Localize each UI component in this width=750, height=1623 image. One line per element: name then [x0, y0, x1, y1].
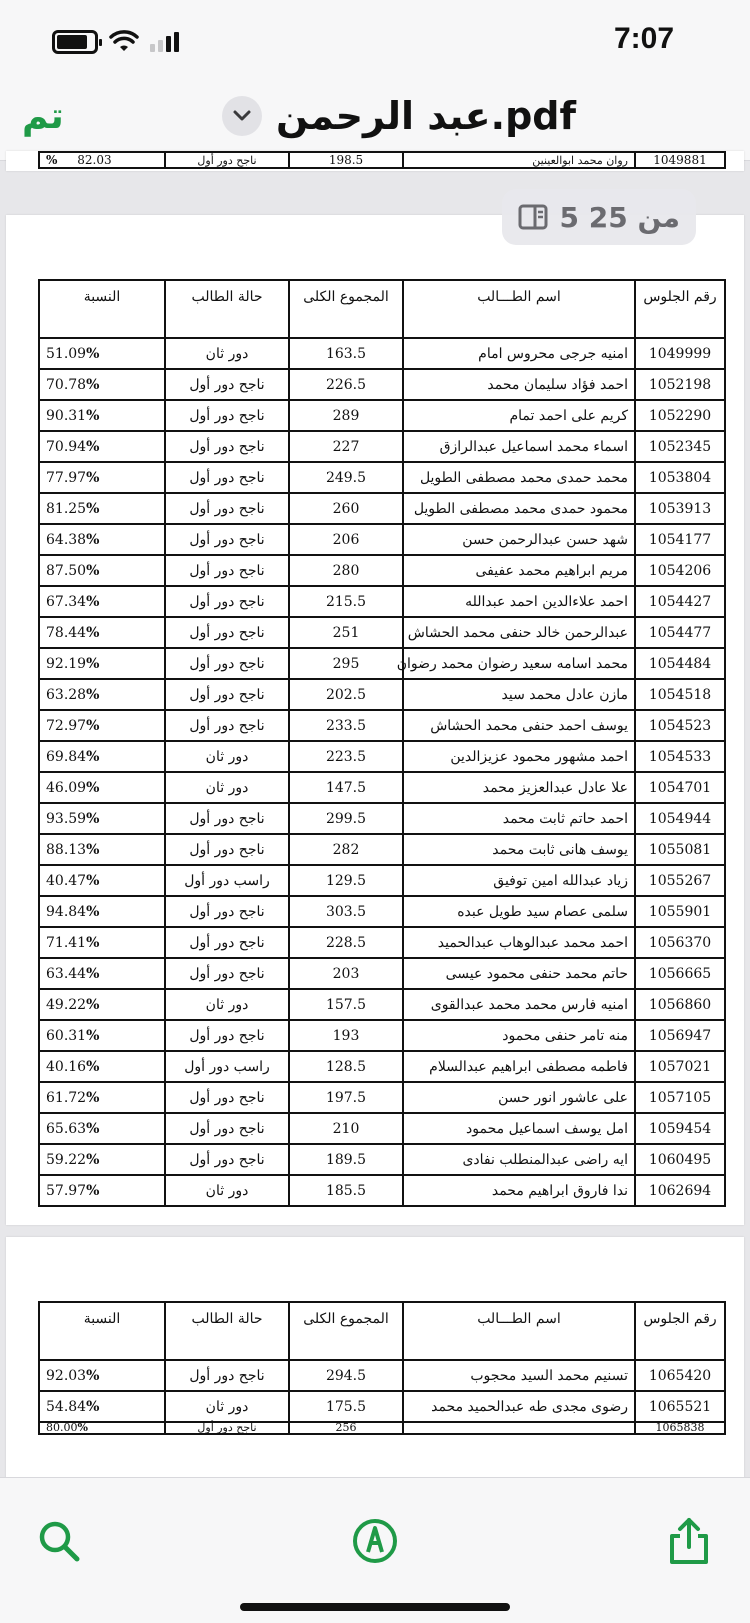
seat-number-cell: 1057021 [635, 1051, 725, 1082]
status-cell: ناجح دور أول [165, 493, 289, 524]
percent-symbol: % [86, 1182, 100, 1199]
student-name-cell: احمد حاتم ثابت محمد [403, 803, 635, 834]
total-cell: 198.5 [289, 152, 403, 168]
table-row [39, 679, 725, 710]
table-row [39, 989, 725, 1020]
percent-symbol: % [86, 1398, 100, 1415]
table-row [39, 369, 725, 400]
total-cell: 280 [289, 555, 403, 586]
total-cell: 295 [289, 648, 403, 679]
percent-value: 57.97 [46, 1182, 87, 1199]
percent-symbol: % [77, 1421, 88, 1434]
total-cell: 227 [289, 431, 403, 462]
percent-value: 77.97 [46, 469, 87, 486]
student-name-cell: احمد فؤاد سليمان محمد [403, 369, 635, 400]
percent-cell [39, 462, 165, 493]
bottom-toolbar [0, 1477, 750, 1623]
seat-number-cell: 1060495 [635, 1144, 725, 1175]
seat-number-cell: 1053804 [635, 462, 725, 493]
table-row [39, 772, 725, 803]
total-cell: 210 [289, 1113, 403, 1144]
percent-symbol: % [86, 500, 100, 517]
header-student-name: اسم الطـــالب [403, 280, 635, 338]
cellular-signal-icon [150, 32, 179, 52]
seat-number-cell: 1049999 [635, 338, 725, 369]
percent-cell [39, 1051, 165, 1082]
seat-number-cell: 1052345 [635, 431, 725, 462]
seat-number-cell: 1057105 [635, 1082, 725, 1113]
header-total: المجموع الكلى [289, 1302, 403, 1360]
percent-cell [39, 741, 165, 772]
sidebar-icon [518, 204, 548, 230]
student-name-cell: ايه راضى عبدالمنطلب نفادى [403, 1144, 635, 1175]
status-cell: دور ثان [165, 989, 289, 1020]
percent-value: 88.13 [46, 841, 87, 858]
table-row [39, 710, 725, 741]
status-cell: دور ثان [165, 772, 289, 803]
percent-cell [39, 493, 165, 524]
student-name-cell: اسماء محمد اسماعيل عبدالرازق [403, 431, 635, 462]
percent-value: 60.31 [46, 1027, 87, 1044]
seat-number-cell: 1056665 [635, 958, 725, 989]
percent-cell [39, 896, 165, 927]
grades-table-body [39, 338, 725, 1206]
total-cell: 197.5 [289, 1082, 403, 1113]
header-percent: النسبة [39, 1302, 165, 1360]
student-name-cell: علا عادل عبدالعزيز محمد [403, 772, 635, 803]
percent-cell [39, 1020, 165, 1051]
percent-value: 40.47 [46, 872, 87, 889]
seat-number-cell: 1053913 [635, 493, 725, 524]
seat-number-cell: 1055081 [635, 834, 725, 865]
student-name-cell: حاتم محمد حنفى محمود عيسى [403, 958, 635, 989]
wifi-icon [110, 31, 138, 53]
percent-value: 80.00 [46, 1421, 78, 1434]
percent-cell [39, 989, 165, 1020]
percent-cell [39, 152, 165, 168]
header-student-name: اسم الطـــالب [403, 1302, 635, 1360]
status-cell: ناجح دور أول [165, 431, 289, 462]
percent-cell [39, 1360, 165, 1391]
percent-value: 54.84 [46, 1398, 87, 1415]
percent-symbol: % [86, 1120, 100, 1137]
status-icons [52, 30, 179, 54]
percent-symbol: % [86, 810, 100, 827]
status-cell: ناجح دور أول [165, 586, 289, 617]
percent-value: 40.16 [46, 1058, 87, 1075]
table-row [39, 462, 725, 493]
percent-value: 59.22 [46, 1151, 87, 1168]
student-name-cell: امنيه فارس محمد محمد عبدالقوى [403, 989, 635, 1020]
percent-value: 51.09 [46, 345, 87, 362]
header-seat-number: رقم الجلوس [635, 1302, 725, 1360]
table-row [39, 152, 725, 168]
table-row [39, 338, 725, 369]
status-cell: ناجح دور أول [165, 1082, 289, 1113]
status-cell: ناجح دور أول [165, 617, 289, 648]
percent-symbol: % [86, 624, 100, 641]
percent-symbol: % [86, 1027, 100, 1044]
total-cell: 193 [289, 1020, 403, 1051]
student-name-cell: احمد علاءالدين احمد عبدالله [403, 586, 635, 617]
document-title-menu[interactable] [222, 94, 576, 138]
total-cell: 157.5 [289, 989, 403, 1020]
percent-cell [39, 834, 165, 865]
percent-symbol: % [86, 655, 100, 672]
total-cell: 282 [289, 834, 403, 865]
total-cell: 233.5 [289, 710, 403, 741]
seat-number-cell: 1062694 [635, 1175, 725, 1206]
student-name-cell: يوسف هانى ثابت محمد [403, 834, 635, 865]
table-row [39, 834, 725, 865]
header-status: حالة الطالب [165, 280, 289, 338]
percent-value: 87.50 [46, 562, 87, 579]
title-menu-button[interactable] [222, 96, 262, 136]
total-cell: 163.5 [289, 338, 403, 369]
status-cell: ناجح دور أول [165, 152, 289, 168]
percent-cell [39, 586, 165, 617]
percent-symbol: % [86, 903, 100, 920]
percent-cell [39, 1422, 165, 1434]
page-indicator-text: 5 من 25 [559, 200, 680, 234]
seat-number-cell: 1059454 [635, 1113, 725, 1144]
percent-cell [39, 710, 165, 741]
student-name-cell: يوسف احمد حنفى محمد الحشاش [403, 710, 635, 741]
status-cell: ناجح دور أول [165, 679, 289, 710]
percent-value: 49.22 [46, 996, 87, 1013]
table-row [39, 1391, 725, 1422]
status-cell: ناجح دور أول [165, 369, 289, 400]
total-cell: 206 [289, 524, 403, 555]
status-cell: ناجح دور أول [165, 400, 289, 431]
percent-symbol: % [86, 686, 100, 703]
percent-cell [39, 648, 165, 679]
percent-value: 92.19 [46, 655, 87, 672]
total-cell: 226.5 [289, 369, 403, 400]
table-row [39, 1144, 725, 1175]
status-cell: دور ثان [165, 1175, 289, 1206]
status-cell: ناجح دور أول [165, 648, 289, 679]
total-cell: 294.5 [289, 1360, 403, 1391]
table-row [39, 524, 725, 555]
percent-cell [39, 369, 165, 400]
percent-symbol: % [86, 1058, 100, 1075]
percent-value: 92.03 [46, 1367, 87, 1384]
student-name-cell: شهد حسن عبدالرحمن حسن [403, 524, 635, 555]
share-button[interactable] [664, 1516, 714, 1566]
percent-value: 61.72 [46, 1089, 87, 1106]
student-name-cell: احمد محمد عبدالوهاب عبدالحميد [403, 927, 635, 958]
percent-cell [39, 679, 165, 710]
percent-value: 63.44 [46, 965, 87, 982]
table-header-row [39, 1302, 725, 1360]
percent-value: 93.59 [46, 810, 87, 827]
seat-number-cell: 1049881 [635, 152, 725, 168]
table-row [39, 400, 725, 431]
status-cell: دور ثان [165, 338, 289, 369]
status-cell: راسب دور أول [165, 865, 289, 896]
percent-cell [39, 1175, 165, 1206]
percent-value: 71.41 [46, 934, 87, 951]
seat-number-cell: 1065420 [635, 1360, 725, 1391]
student-name-cell: محمود حمدى محمد مصطفى الطويل [403, 493, 635, 524]
percent-symbol: % [86, 1151, 100, 1168]
share-icon [664, 1516, 714, 1566]
percent-cell [39, 1391, 165, 1422]
percent-value: 63.28 [46, 686, 87, 703]
status-cell: ناجح دور أول [165, 462, 289, 493]
status-cell: ناجح دور أول [165, 1113, 289, 1144]
percent-value: 90.31 [46, 407, 87, 424]
student-name-cell: مريم ابراهيم محمد عفيفى [403, 555, 635, 586]
percent-cell [39, 927, 165, 958]
percent-symbol: % [46, 153, 58, 167]
seat-number-cell: 1065521 [635, 1391, 725, 1422]
percent-cell [39, 1144, 165, 1175]
markup-pen-icon [350, 1516, 400, 1566]
total-cell: 129.5 [289, 865, 403, 896]
student-name-cell: امل يوسف اسماعيل محمود [403, 1113, 635, 1144]
seat-number-cell: 1054533 [635, 741, 725, 772]
percent-symbol: % [86, 593, 100, 610]
percent-symbol: % [86, 934, 100, 951]
seat-number-cell: 1055901 [635, 896, 725, 927]
table-row [39, 958, 725, 989]
markup-button[interactable] [350, 1516, 400, 1566]
grades-table-body [39, 1360, 725, 1434]
pdf-page-current [6, 215, 744, 1225]
student-name-cell: ندا فاروق ابراهيم محمد [403, 1175, 635, 1206]
total-cell: 128.5 [289, 1051, 403, 1082]
percent-symbol: % [86, 469, 100, 486]
total-cell: 223.5 [289, 741, 403, 772]
percent-cell [39, 1113, 165, 1144]
percent-value: 81.25 [46, 500, 87, 517]
percent-symbol: % [86, 531, 100, 548]
percent-cell [39, 958, 165, 989]
pdf-viewer[interactable] [0, 153, 750, 1477]
seat-number-cell: 1052198 [635, 369, 725, 400]
header-status: حالة الطالب [165, 1302, 289, 1360]
table-row [39, 431, 725, 462]
status-cell: دور ثان [165, 1391, 289, 1422]
percent-symbol: % [86, 717, 100, 734]
student-name-cell: عبدالرحمن خالد حنفى محمد الحشاش [403, 617, 635, 648]
seat-number-cell: 1054523 [635, 710, 725, 741]
search-button[interactable] [34, 1516, 84, 1566]
total-cell: 299.5 [289, 803, 403, 834]
status-cell: ناجح دور أول [165, 555, 289, 586]
table-row [39, 927, 725, 958]
table-row [39, 1422, 725, 1434]
total-cell: 189.5 [289, 1144, 403, 1175]
status-cell: ناجح دور أول [165, 1360, 289, 1391]
student-name-cell: فاطمه مصطفى ابراهيم عبدالسلام [403, 1051, 635, 1082]
table-row [39, 617, 725, 648]
table-row [39, 493, 725, 524]
total-cell: 260 [289, 493, 403, 524]
seat-number-cell: 1056370 [635, 927, 725, 958]
percent-value: 64.38 [46, 531, 87, 548]
student-name-cell: كريم على احمد تمام [403, 400, 635, 431]
status-cell: ناجح دور أول [165, 1144, 289, 1175]
done-button[interactable]: تم [22, 96, 64, 137]
pdf-page-previous [6, 151, 744, 171]
table-row [39, 648, 725, 679]
table-row [39, 896, 725, 927]
percent-symbol: % [86, 1367, 100, 1384]
table-row [39, 555, 725, 586]
percent-cell [39, 555, 165, 586]
chevron-down-icon [233, 110, 251, 122]
percent-cell [39, 1082, 165, 1113]
percent-cell [39, 524, 165, 555]
table-row [39, 1113, 725, 1144]
header-percent: النسبة [39, 280, 165, 338]
status-cell: ناجح دور أول [165, 1020, 289, 1051]
percent-cell [39, 431, 165, 462]
percent-symbol: % [86, 1089, 100, 1106]
percent-cell [39, 617, 165, 648]
total-cell: 251 [289, 617, 403, 648]
status-cell: دور ثان [165, 741, 289, 772]
percent-cell [39, 772, 165, 803]
table-row [39, 741, 725, 772]
percent-value: 46.09 [46, 779, 87, 796]
student-name-cell: امنيه جرجى محروس امام [403, 338, 635, 369]
status-cell: ناجح دور أول [165, 1422, 289, 1434]
document-title: عبد الرحمن.pdf [276, 94, 577, 138]
grades-table-previous [38, 151, 726, 169]
status-cell: ناجح دور أول [165, 927, 289, 958]
seat-number-cell: 1055267 [635, 865, 725, 896]
header-seat-number: رقم الجلوس [635, 280, 725, 338]
table-row [39, 586, 725, 617]
percent-symbol: % [86, 872, 100, 889]
student-name-cell: روان محمد ابوالعينين [403, 152, 635, 168]
percent-symbol: % [86, 345, 100, 362]
status-time: 7:07 [613, 22, 674, 55]
status-cell: ناجح دور أول [165, 834, 289, 865]
percent-value: 78.44 [46, 624, 87, 641]
table-row [39, 1082, 725, 1113]
percent-symbol: % [86, 841, 100, 858]
student-name-cell: منه تامر حنفى محمود [403, 1020, 635, 1051]
total-cell: 228.5 [289, 927, 403, 958]
percent-symbol: % [86, 407, 100, 424]
status-cell: ناجح دور أول [165, 803, 289, 834]
percent-value: 69.84 [46, 748, 87, 765]
total-cell: 175.5 [289, 1391, 403, 1422]
seat-number-cell: 1054477 [635, 617, 725, 648]
grades-table-page-2 [38, 1301, 726, 1435]
total-cell: 202.5 [289, 679, 403, 710]
seat-number-cell: 1054701 [635, 772, 725, 803]
student-name-cell: مازن عادل محمد سيد [403, 679, 635, 710]
table-row [39, 1020, 725, 1051]
total-cell: 185.5 [289, 1175, 403, 1206]
percent-symbol: % [86, 965, 100, 982]
status-cell: ناجح دور أول [165, 896, 289, 927]
total-cell: 256 [289, 1422, 403, 1434]
table-header-row [39, 280, 725, 338]
battery-icon [52, 30, 98, 54]
status-cell: راسب دور أول [165, 1051, 289, 1082]
percent-value: 72.97 [46, 717, 87, 734]
student-name-cell: محمد اسامه سعيد رضوان محمد رضوان [403, 648, 635, 679]
percent-symbol: % [86, 438, 100, 455]
search-icon [34, 1516, 84, 1566]
seat-number-cell: 1054518 [635, 679, 725, 710]
seat-number-cell: 1065838 [635, 1422, 725, 1434]
seat-number-cell: 1056860 [635, 989, 725, 1020]
percent-cell [39, 400, 165, 431]
page-indicator[interactable] [502, 189, 696, 245]
percent-symbol: % [86, 748, 100, 765]
percent-value: 82.03 [77, 153, 112, 167]
student-name-cell: احمد مشهور محمود عزيزالدين [403, 741, 635, 772]
student-name-cell: على عاشور انور حسن [403, 1082, 635, 1113]
student-name-cell: تسنيم محمد السيد محجوب [403, 1360, 635, 1391]
seat-number-cell: 1052290 [635, 400, 725, 431]
header-total: المجموع الكلى [289, 280, 403, 338]
seat-number-cell: 1054177 [635, 524, 725, 555]
percent-value: 67.34 [46, 593, 87, 610]
total-cell: 289 [289, 400, 403, 431]
percent-symbol: % [86, 996, 100, 1013]
grades-table-page-1 [38, 279, 726, 1207]
total-cell: 215.5 [289, 586, 403, 617]
percent-symbol: % [86, 376, 100, 393]
student-name-cell [403, 1422, 635, 1434]
seat-number-cell: 1054484 [635, 648, 725, 679]
total-cell: 147.5 [289, 772, 403, 803]
status-bar [0, 0, 750, 88]
total-cell: 249.5 [289, 462, 403, 493]
table-row [39, 865, 725, 896]
total-cell: 303.5 [289, 896, 403, 927]
percent-cell [39, 865, 165, 896]
percent-value: 94.84 [46, 903, 87, 920]
seat-number-cell: 1056947 [635, 1020, 725, 1051]
status-cell: ناجح دور أول [165, 524, 289, 555]
percent-cell [39, 338, 165, 369]
table-row [39, 803, 725, 834]
seat-number-cell: 1054427 [635, 586, 725, 617]
percent-cell [39, 803, 165, 834]
percent-symbol: % [86, 562, 100, 579]
seat-number-cell: 1054206 [635, 555, 725, 586]
student-name-cell: سلمى عصام سيد طويل عبده [403, 896, 635, 927]
table-row [39, 1360, 725, 1391]
percent-value: 70.78 [46, 376, 87, 393]
student-name-cell: محمد حمدى محمد مصطفى الطويل [403, 462, 635, 493]
table-row [39, 1051, 725, 1082]
home-indicator [240, 1603, 510, 1611]
percent-value: 65.63 [46, 1120, 87, 1137]
student-name-cell: رضوى مجدى طه عبدالحميد محمد [403, 1391, 635, 1422]
percent-symbol: % [86, 779, 100, 796]
status-cell: ناجح دور أول [165, 958, 289, 989]
student-name-cell: زياد عبدالله امين توفيق [403, 865, 635, 896]
table-row [39, 1175, 725, 1206]
percent-value: 70.94 [46, 438, 87, 455]
total-cell: 203 [289, 958, 403, 989]
status-cell: ناجح دور أول [165, 710, 289, 741]
seat-number-cell: 1054944 [635, 803, 725, 834]
